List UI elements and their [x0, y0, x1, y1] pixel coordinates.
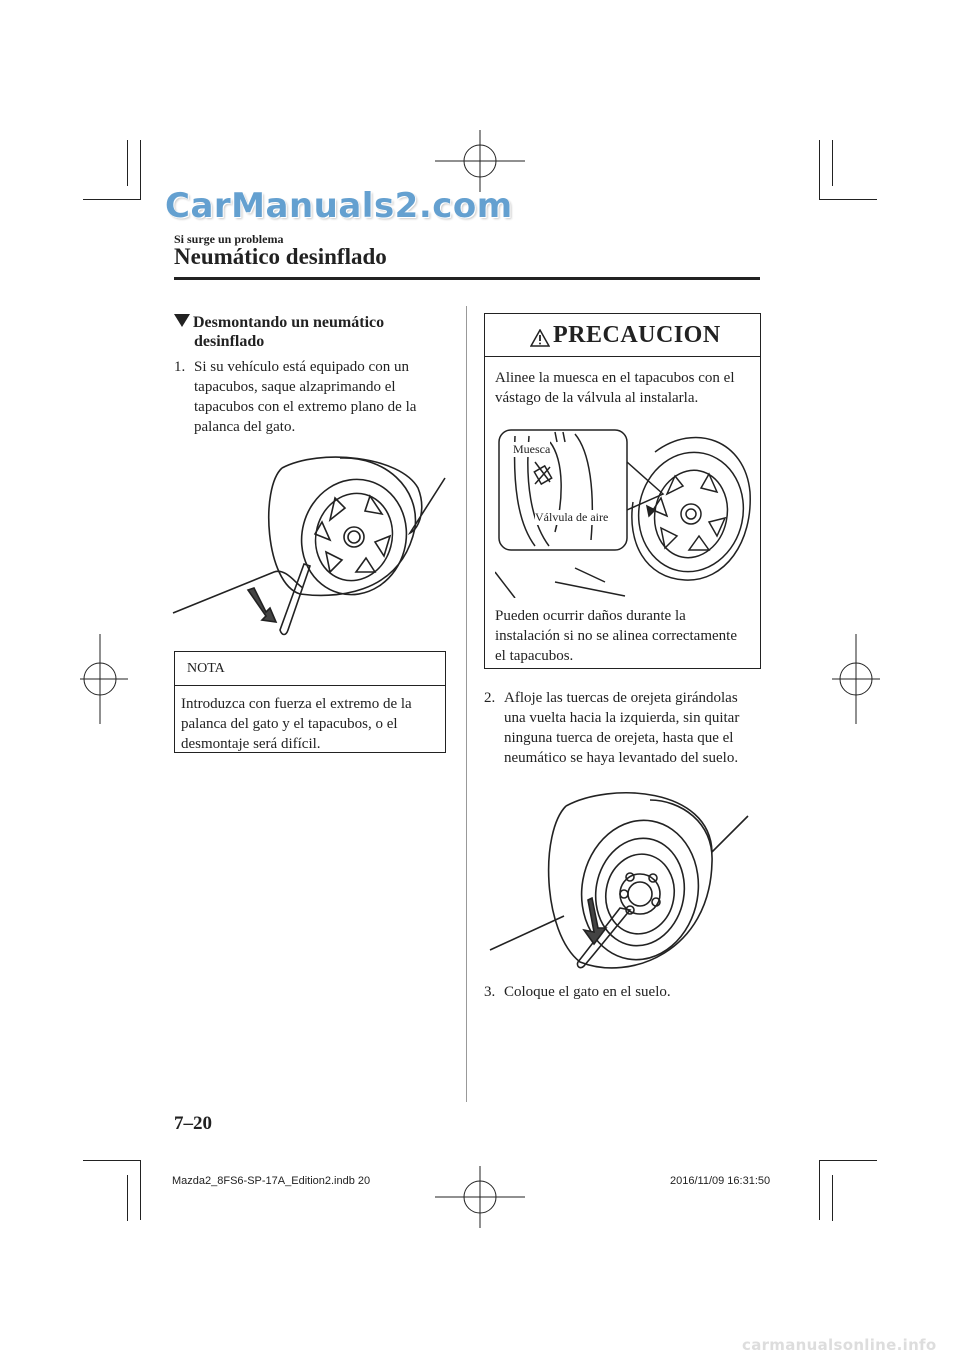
- step-text: [504, 688, 739, 768]
- note-line: desmontaje será difícil.: [181, 736, 321, 752]
- caution-text-1: [495, 368, 753, 408]
- page-title: Neumático desinflado: [174, 244, 387, 269]
- caution-line: el tapacubos.: [495, 648, 574, 664]
- step-line: ninguna tuerca de orejeta, hasta que el: [504, 730, 734, 746]
- step-line: tapacubos, saque alzaprimando el: [194, 379, 396, 395]
- step-text: [504, 982, 671, 1002]
- caution-line: instalación si no se alinea correctamente: [495, 628, 737, 644]
- step-line: Afloje las tuercas de orejeta girándolas: [504, 690, 738, 706]
- caution-text-2: [495, 606, 755, 666]
- triangle-marker-icon: [174, 314, 190, 327]
- callout-air-valve: Válvula de aire: [535, 510, 609, 524]
- step-number: 1.: [174, 359, 186, 375]
- step-text: [194, 357, 416, 437]
- note-line: Introduzca con fuerza el extremo de la: [181, 696, 412, 712]
- note-title: NOTA: [187, 661, 225, 676]
- subheading-line2: desinflado: [194, 333, 265, 350]
- hubcap-removal-illustration: [170, 448, 455, 638]
- step-line: palanca del gato.: [194, 419, 296, 435]
- step-line: Si su vehículo está equipado con un: [194, 359, 409, 375]
- note-header: [175, 652, 445, 686]
- header-rule: [174, 277, 760, 280]
- lug-nut-loosening-illustration: [480, 782, 760, 974]
- warning-triangle-icon: [530, 329, 550, 347]
- callout-notch: Muesca: [513, 442, 551, 456]
- step-line: una vuelta hacia la izquierda, sin quitar: [504, 710, 740, 726]
- step-line: neumático se haya levantado del suelo.: [504, 750, 739, 766]
- caution-box: [484, 313, 761, 669]
- step-number: 3.: [484, 984, 496, 1000]
- note-body: [181, 694, 443, 754]
- step-2: [484, 688, 774, 770]
- print-timestamp: 2016/11/09 16:31:50: [670, 1175, 771, 1187]
- caution-line: vástago de la válvula al instalarla.: [495, 390, 699, 406]
- column-divider: [466, 306, 467, 1102]
- section-label: Si surge un problema: [174, 232, 284, 246]
- step-1: [174, 357, 459, 439]
- page-number: 7–20: [174, 1113, 212, 1134]
- subheading: [174, 313, 454, 351]
- step-line: Coloque el gato en el suelo.: [504, 984, 671, 1000]
- caution-header: [485, 314, 760, 357]
- step-line: tapacubos con el extremo plano de la: [194, 399, 417, 415]
- caution-line: Alinee la muesca en el tapacubos con el: [495, 370, 735, 386]
- file-info: Mazda2_8FS6-SP-17A_Edition2.indb 20: [172, 1175, 371, 1187]
- note-box: [174, 651, 446, 753]
- caution-line: Pueden ocurrir daños durante la: [495, 608, 686, 624]
- subheading-line1: Desmontando un neumático: [193, 314, 385, 331]
- bottom-watermark[interactable]: carmanualsonline.info: [742, 1336, 937, 1354]
- note-line: palanca del gato y el tapacubos, o el: [181, 716, 398, 732]
- step-number: 2.: [484, 690, 496, 706]
- watermark-logo[interactable]: CarManuals2.com: [165, 186, 513, 226]
- step-3: [484, 982, 774, 1004]
- caution-title: PRECAUCION: [553, 322, 721, 348]
